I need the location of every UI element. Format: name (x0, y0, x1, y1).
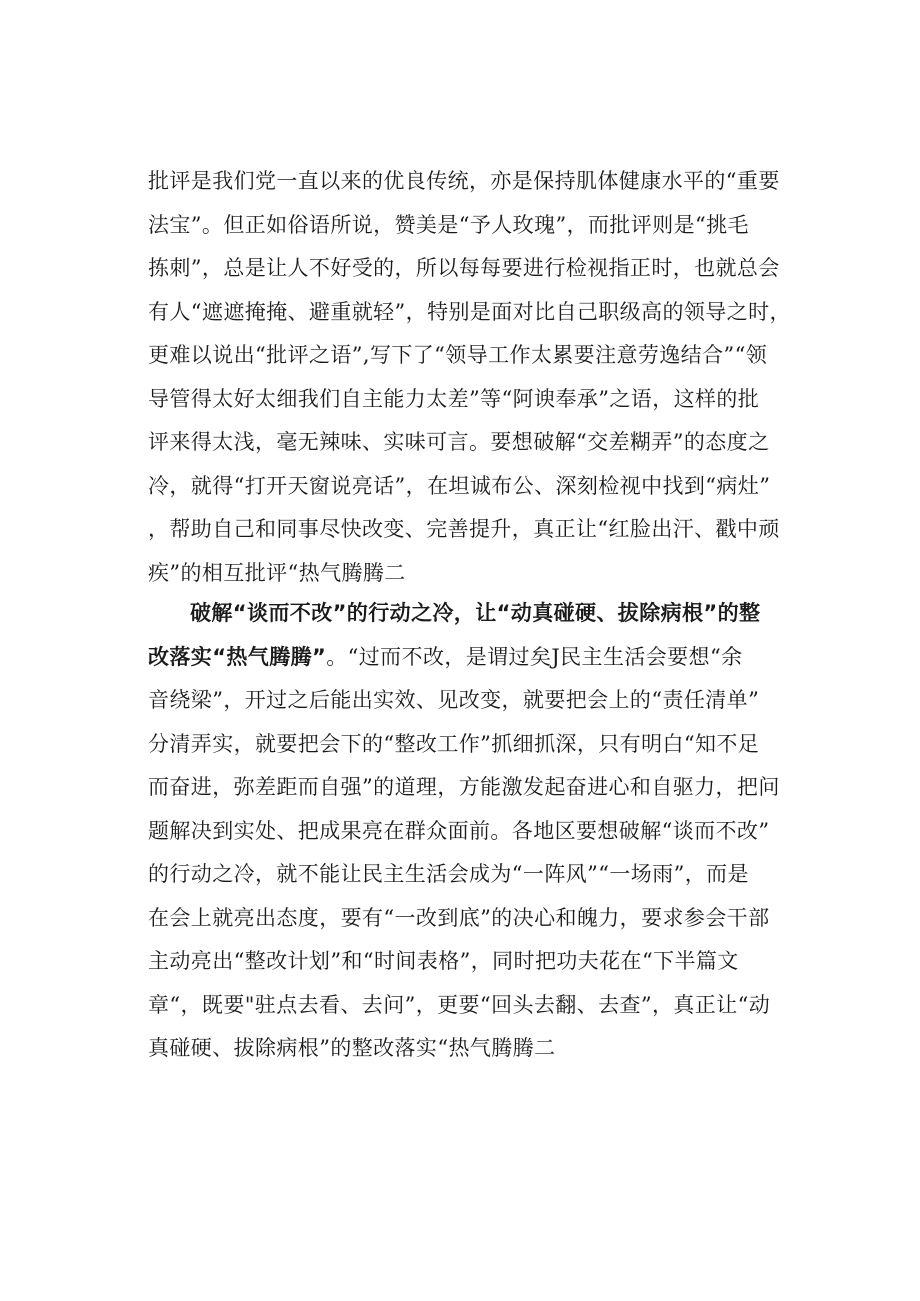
paragraph-line: 有人“遮遮掩掩、避重就轻”，特别是面对比自己职级高的领导之时， (148, 299, 791, 324)
paragraph-line: 批评是我们党一直以来的优良传统，亦是保持肌体健康水平的“重要 (148, 169, 780, 193)
paragraph-line: 拣刺”，总是让人不好受的，所以每每要进行检视指正时，也就总会 (148, 256, 780, 280)
paragraph-line-mixed (148, 636, 812, 680)
paragraph-criticism (148, 160, 812, 595)
paragraph-line: 分清弄实，就要把会下的“整改工作”抓细抓深，只有明白“知不足 (148, 731, 760, 756)
paragraph-line: ，帮助自己和同事尽快改变、完善提升，真正让“红脸出汗、戳中顽 (148, 517, 780, 541)
paragraph-line: 的行动之冷，就不能让民主生活会成为“一阵风”“一场雨”，而是 (148, 862, 749, 886)
paragraph-line: 章“，既要"驻点去看、去问”，更要“回头去翻、去查”，真正让“动 (148, 992, 771, 1017)
paragraph-line: 评来得太浅，毫无辣味、实味可言。要想破解“交差糊弄”的态度之 (148, 430, 770, 454)
paragraph-text-start: 。“过而不改，是谓过矣J民主生活会要想“余 (326, 644, 743, 669)
paragraph-line: 冷，就得“打开天窗说亮话”，在坦诚布公、深刻检视中找到“病灶” (148, 473, 771, 498)
paragraph-heading-line: 破解“谈而不改”的行动之冷，让“动真碰硬、拔除病根”的整 (190, 601, 761, 625)
paragraph-line: 法宝”。但正如俗语所说，赞美是“予人玫瑰”，而批评则是“挑毛 (148, 212, 749, 237)
paragraph-line: 更难以说出“批评之语”,写下了“领导工作太累要注意劳逸结合”“领 (148, 343, 768, 367)
paragraph-line: 而奋进，弥差距而自强”的道理，方能激发起奋进心和自驱力，把问 (148, 775, 780, 799)
paragraph-line: 题解决到实处、把成果亮在群众面前。各地区要想破解“谈而不改” (148, 818, 770, 843)
paragraph-line: 在会上就亮出态度，要有“一改到底”的决心和魄力，要求参会干部 (148, 905, 770, 930)
paragraph-line: 导管得太好太细我们自主能力太差”等“阿谀奉承”之语，这样的批 (148, 386, 760, 411)
paragraph-rectification (148, 592, 812, 1071)
paragraph-line: 音绕梁”，开过之后能出实效、见改变，就要把会上的“责任清单” (148, 688, 760, 712)
paragraph-line: 真碰硬、拔除病根”的整改落实“热气腾腾二 (148, 1036, 556, 1060)
paragraph-line: 主动亮出“整改计划”和“时间表格”，同时把功夫花在“下半篇文 (148, 949, 739, 973)
paragraph-line: 疾”的相互批评“热气腾腾二 (148, 560, 406, 585)
paragraph-heading-tail: 改落实“热气腾腾” (148, 644, 327, 669)
